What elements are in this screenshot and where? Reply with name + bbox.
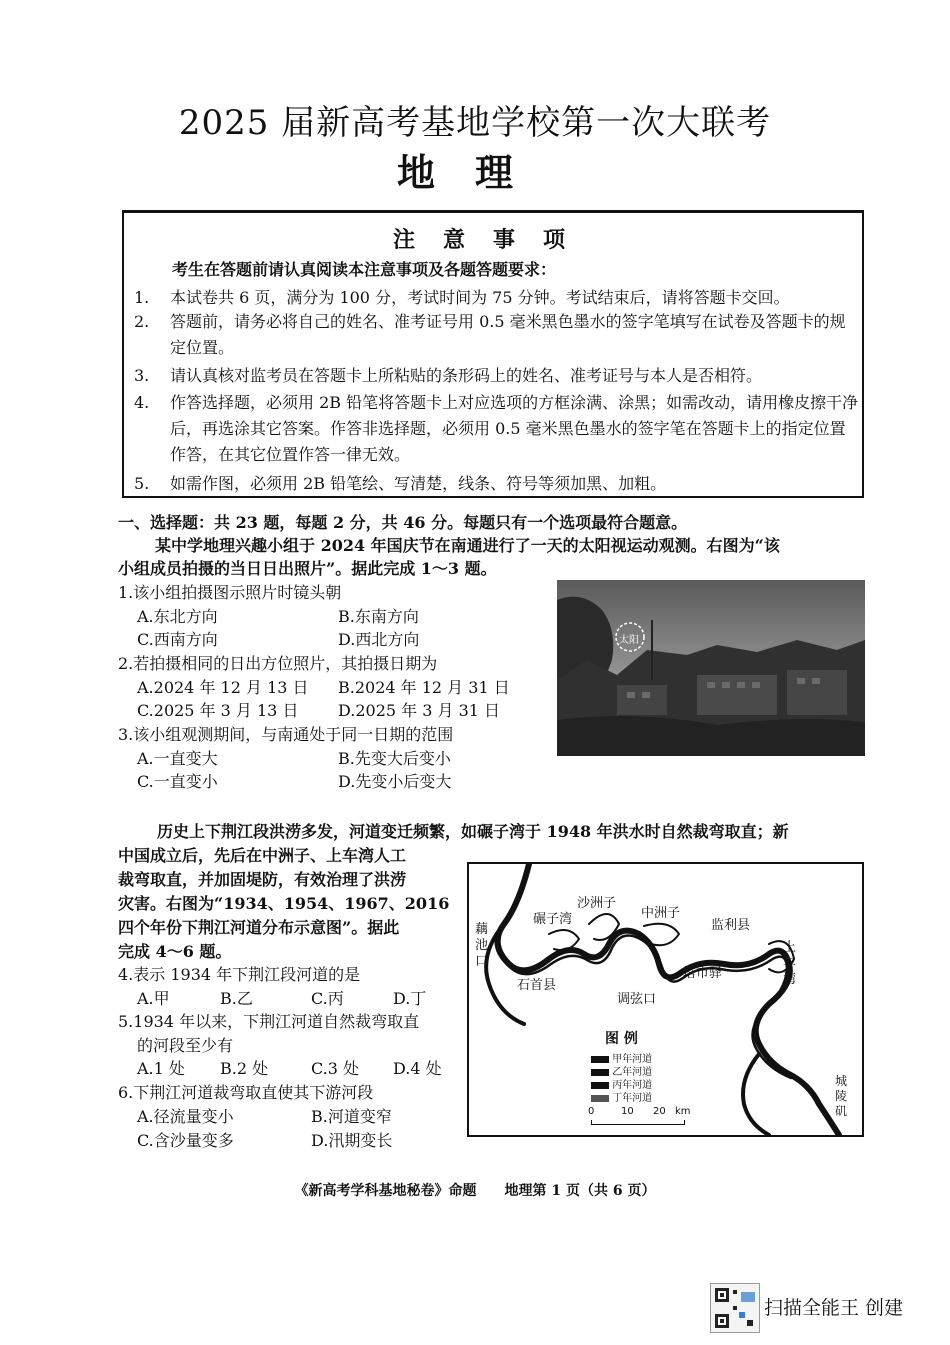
map-label-nianziwan: 碾子湾 <box>533 912 573 927</box>
qr-code-icon <box>710 1283 760 1333</box>
q1-option-a: A.东北方向 <box>137 607 218 626</box>
river-map <box>467 862 864 1137</box>
map-label-chenglingji: 城陵矶 <box>835 1074 848 1118</box>
map-label-shishouxian: 石首县 <box>517 978 557 993</box>
q3-option-a: A.一直变大 <box>137 749 218 768</box>
q5-option-d: D.4 处 <box>393 1059 442 1078</box>
notice-item-text: 如需作图，必须用 2B 铅笔绘、写清楚，线条、符号等须加黑、加粗。 <box>170 474 667 493</box>
map-label-shazhouzi: 沙洲子 <box>577 896 617 911</box>
notice-item-number: 2. <box>134 312 150 331</box>
group2-intro-line2: 中国成立后，先后在中洲子、上车湾人工 <box>118 846 407 865</box>
q1-option-c: C.西南方向 <box>137 630 218 649</box>
legend-swatch-ding <box>591 1095 609 1102</box>
legend-swatch-yi <box>591 1069 609 1076</box>
legend-swatch-jia <box>591 1056 609 1063</box>
map-scale-bar <box>591 1120 685 1125</box>
legend-item-label: 乙年河道 <box>612 1067 653 1078</box>
map-label-zhongzhouzi: 中洲子 <box>641 906 681 921</box>
q3-option-d: D.先变小后变大 <box>338 772 452 791</box>
group1-intro-line2: 小组成员拍摄的当日日出照片”。据此完成 1～3 题。 <box>118 559 497 578</box>
q2-option-c: C.2025 年 3 月 13 日 <box>137 701 299 720</box>
question-1-stem: 1.该小组拍摄图示照片时镜头朝 <box>118 583 342 602</box>
map-label-jianlixian: 监利县 <box>711 918 751 933</box>
group1-intro-line1: 某中学地理兴趣小组于 2024 年国庆节在南通进行了一天的太阳视运动观测。右图为“该 <box>155 536 780 555</box>
legend-swatch-bing <box>591 1082 609 1089</box>
legend-item-label: 丙年河道 <box>612 1080 653 1091</box>
q5-option-a: A.1 处 <box>137 1059 185 1078</box>
notice-item-number: 1. <box>134 288 150 307</box>
page-footer: 《新高考学科基地秘卷》命题 地理第 1 页（共 6 页） <box>294 1183 656 1199</box>
question-2-stem: 2.若拍摄相同的日出方位照片，其拍摄日期为 <box>118 654 438 673</box>
legend-item-label: 甲年河道 <box>612 1054 653 1065</box>
notice-item-text: 本试卷共 6 页，满分为 100 分，考试时间为 75 分钟。考试结束后，请将答题卡交回。 <box>170 288 790 307</box>
q4-option-b: B.乙 <box>220 989 253 1008</box>
q4-option-d: D.丁 <box>393 989 427 1008</box>
q2-option-b: B.2024 年 12 月 31 日 <box>338 678 510 697</box>
section-heading: 一、选择题：共 23 题，每题 2 分，共 46 分。每题只有一个选项最符合题意。 <box>118 513 688 532</box>
legend-item <box>591 1089 652 1104</box>
q5-option-c: C.3 处 <box>311 1059 360 1078</box>
q6-option-a: A.径流量变小 <box>137 1107 234 1126</box>
map-label-shangchewan: 上车湾 <box>783 940 797 987</box>
notice-title: 注意事项 <box>392 227 593 253</box>
q4-option-a: A.甲 <box>137 989 170 1008</box>
subject-title: 地理 <box>396 150 553 195</box>
map-label-tashiyi: 塔市驿 <box>683 966 723 981</box>
question-4-stem: 4.表示 1934 年下荆江段河道的是 <box>118 965 361 984</box>
scale-label: km <box>675 1106 691 1117</box>
group2-intro-line3: 裁弯取直，并加固堤防，有效治理了洪涝 <box>118 870 407 889</box>
question-5-stem-cont: 的河段至少有 <box>137 1036 234 1055</box>
question-6-stem: 6.下荆江河道裁弯取直使其下游河段 <box>118 1083 374 1102</box>
notice-item-text: 作答选择题，必须用 2B 铅笔将答题卡上对应选项的方框涂满、涂黑；如需改动，请用橡皮擦干净后，再选涂其它答案。作答非选择题，必须用 0.5 毫米黑色墨水的签字笔在答题卡上的指定位置作答，在其它位置作答一律无效。 <box>170 393 859 464</box>
question-3-stem: 3.该小组观测期间，与南通处于同一日期的范围 <box>118 725 454 744</box>
scale-label: 20 <box>653 1106 666 1117</box>
legend-item-label: 丁年河道 <box>612 1093 653 1104</box>
map-label-tiaoxiankou: 调弦口 <box>617 992 657 1007</box>
notice-item-number: 5. <box>134 474 150 493</box>
map-label-ouchikou: 藕池口 <box>475 922 489 969</box>
sunrise-photo <box>557 580 865 756</box>
notice-box <box>122 210 864 498</box>
question-5-stem: 5.1934 年以来，下荆江河道自然裁弯取直 <box>118 1012 420 1031</box>
q3-option-b: B.先变大后变小 <box>338 749 451 768</box>
q1-option-b: B.东南方向 <box>338 607 419 626</box>
sun-label: 太阳 <box>619 635 639 646</box>
group2-intro-line1: 历史上下荆江段洪涝多发，河道变迁频繁，如碾子湾于 1948 年洪水时自然裁弯取直；新 <box>157 822 789 841</box>
q6-option-b: B.河道变窄 <box>311 1107 392 1126</box>
notice-intro: 考生在答题前请认真阅读本注意事项及各题答题要求： <box>172 260 557 279</box>
q3-option-c: C.一直变小 <box>137 772 218 791</box>
q6-option-c: C.含沙量变多 <box>137 1131 234 1150</box>
notice-item-text: 答题前，请务必将自己的姓名、准考证号用 0.5 毫米黑色墨水的签字笔填写在试卷及答题卡的规定位置。 <box>170 312 846 357</box>
scale-label: 0 <box>588 1106 595 1117</box>
q2-option-a: A.2024 年 12 月 13 日 <box>137 678 309 697</box>
group2-intro-line6: 完成 4～6 题。 <box>118 942 232 961</box>
group2-intro-line5: 四个年份下荆江河道分布示意图”。据此 <box>118 918 400 937</box>
notice-item-number: 4. <box>134 393 150 412</box>
notice-item-number: 3. <box>134 366 150 385</box>
q2-option-d: D.2025 年 3 月 31 日 <box>338 701 501 720</box>
notice-item-text: 请认真核对监考员在答题卡上所粘贴的条形码上的姓名、准考证号与本人是否相符。 <box>170 366 763 385</box>
q4-option-c: C.丙 <box>311 989 344 1008</box>
scale-label: 10 <box>621 1106 634 1117</box>
map-legend-title: 图 例 <box>605 1031 638 1047</box>
group2-intro-line4: 灾害。右图为“1934、1954、1967、2016 <box>118 894 450 913</box>
q6-option-d: D.汛期变长 <box>311 1131 393 1150</box>
exam-title: 2025 届新高考基地学校第一次大联考 <box>178 103 772 143</box>
q1-option-d: D.西北方向 <box>338 630 420 649</box>
scanner-credit: 扫描全能王 创建 <box>764 1297 904 1319</box>
q5-option-b: B.2 处 <box>220 1059 269 1078</box>
sunrise-photo-drawing <box>557 580 865 756</box>
